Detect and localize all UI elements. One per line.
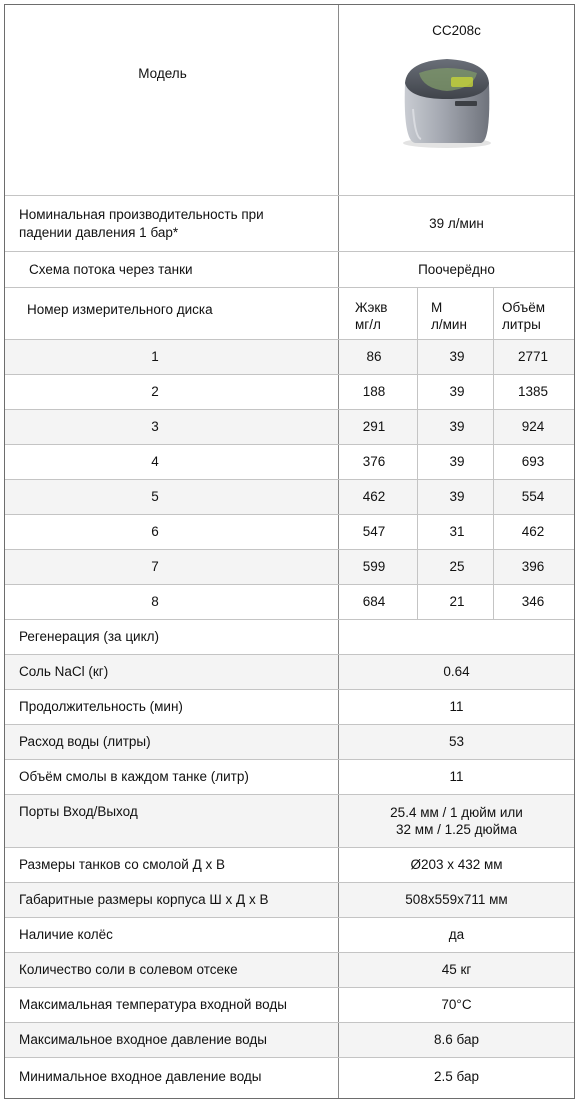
disc-flow: 31 bbox=[449, 524, 465, 539]
resin-row bbox=[5, 760, 574, 795]
disc-number: 2 bbox=[151, 384, 159, 399]
ports-value-2: 32 мм / 1.25 дюйма bbox=[396, 822, 517, 837]
regeneration-label: Регенерация (за цикл) bbox=[19, 629, 160, 644]
nominal-row bbox=[5, 196, 574, 252]
water-row bbox=[5, 725, 574, 760]
disc-volume: 1385 bbox=[517, 384, 549, 399]
wheels-row bbox=[5, 918, 574, 953]
disc-hardness: 547 bbox=[362, 524, 386, 539]
regeneration-row bbox=[5, 620, 574, 655]
salt-value: 0.64 bbox=[443, 664, 470, 679]
nominal-label-1: Номинальная производительность при bbox=[19, 207, 264, 222]
duration-value: 11 bbox=[449, 699, 464, 714]
table-row bbox=[5, 550, 574, 585]
ports-value-1: 25.4 мм / 1 дюйм или bbox=[390, 805, 523, 820]
disc-volume: 554 bbox=[521, 489, 545, 504]
disc-flow: 39 bbox=[449, 384, 465, 399]
table-row bbox=[5, 515, 574, 550]
dimensions-row bbox=[5, 883, 574, 918]
flow-row bbox=[5, 252, 574, 288]
disc-number: 4 bbox=[151, 454, 159, 469]
table-row bbox=[5, 480, 574, 515]
salt-capacity-value: 45 кг bbox=[441, 962, 472, 977]
resin-value: 11 bbox=[449, 769, 464, 784]
disc-flow: 21 bbox=[449, 594, 465, 609]
dimensions-label: Габаритные размеры корпуса Ш х Д х В bbox=[19, 892, 269, 907]
tank-size-label: Размеры танков со смолой Д х В bbox=[19, 857, 225, 872]
max-temp-row bbox=[5, 988, 574, 1023]
col-volume-header-2: литры bbox=[502, 317, 541, 332]
disc-flow: 39 bbox=[449, 349, 465, 364]
model-name: CC208c bbox=[432, 23, 481, 38]
min-pressure-label: Минимальное входное давление воды bbox=[19, 1069, 262, 1084]
table-row bbox=[5, 375, 574, 410]
table-row bbox=[5, 340, 574, 375]
col-volume-header-1: Объём bbox=[502, 300, 546, 315]
model-row bbox=[5, 5, 574, 196]
table-row bbox=[5, 585, 574, 620]
disc-number: 8 bbox=[151, 594, 159, 609]
dimensions-value: 508x559x711 мм bbox=[405, 892, 508, 907]
disc-number: 1 bbox=[151, 349, 159, 364]
table-row bbox=[5, 410, 574, 445]
disc-volume: 693 bbox=[521, 454, 545, 469]
ports-label: Порты Вход/Выход bbox=[19, 804, 138, 819]
duration-row bbox=[5, 690, 574, 725]
disc-volume: 2771 bbox=[517, 349, 549, 364]
duration-label: Продолжительность (мин) bbox=[19, 699, 183, 714]
disc-volume: 346 bbox=[521, 594, 545, 609]
model-label: Модель bbox=[138, 66, 187, 81]
col-flow-header-2: л/мин bbox=[431, 317, 467, 332]
salt-capacity-row bbox=[5, 953, 574, 988]
max-pressure-value: 8.6 бар bbox=[434, 1032, 479, 1047]
spec-table bbox=[4, 4, 575, 1099]
salt-row bbox=[5, 655, 574, 690]
softener-product-image bbox=[395, 53, 499, 149]
water-value: 53 bbox=[448, 734, 465, 749]
salt-label: Соль NaCl (кг) bbox=[19, 664, 109, 679]
disc-header-row bbox=[5, 288, 574, 340]
max-temp-label: Максимальная температура входной воды bbox=[19, 997, 287, 1012]
water-label: Расход воды (литры) bbox=[19, 734, 151, 749]
disc-hardness: 462 bbox=[362, 489, 386, 504]
table-row bbox=[5, 445, 574, 480]
disc-hardness: 684 bbox=[362, 594, 386, 609]
disc-volume: 924 bbox=[521, 419, 545, 434]
disc-number: 3 bbox=[151, 419, 159, 434]
min-pressure-value: 2.5 бар bbox=[434, 1069, 479, 1084]
disc-hardness: 188 bbox=[362, 384, 386, 399]
flow-value: Поочерёдно bbox=[418, 262, 495, 277]
disc-number: 7 bbox=[151, 559, 159, 574]
disc-number: 6 bbox=[151, 524, 159, 539]
col-hardness-header-2: мг/л bbox=[355, 317, 381, 332]
disc-number: 5 bbox=[151, 489, 159, 504]
tank-size-row bbox=[5, 848, 574, 883]
disc-hardness: 376 bbox=[362, 454, 386, 469]
flow-label: Схема потока через танки bbox=[29, 262, 193, 277]
nominal-label-2: падении давления 1 бар* bbox=[19, 225, 179, 240]
disc-volume: 462 bbox=[521, 524, 545, 539]
disc-flow: 39 bbox=[449, 419, 465, 434]
disc-flow: 25 bbox=[449, 559, 465, 574]
resin-label: Объём смолы в каждом танке (литр) bbox=[19, 769, 249, 784]
wheels-value: да bbox=[448, 927, 465, 942]
col-flow-header-1: М bbox=[431, 300, 443, 315]
min-pressure-row bbox=[5, 1058, 574, 1098]
disc-hardness: 86 bbox=[366, 349, 382, 364]
tank-size-value: Ø203 х 432 мм bbox=[410, 857, 503, 872]
max-pressure-row bbox=[5, 1023, 574, 1058]
salt-capacity-label: Количество соли в солевом отсеке bbox=[19, 962, 238, 977]
nominal-value: 39 л/мин bbox=[429, 216, 484, 231]
disc-flow: 39 bbox=[449, 489, 465, 504]
disc-flow: 39 bbox=[449, 454, 465, 469]
max-pressure-label: Максимальное входное давление воды bbox=[19, 1032, 267, 1047]
disc-hardness: 599 bbox=[362, 559, 386, 574]
max-temp-value: 70°C bbox=[441, 997, 472, 1012]
wheels-label: Наличие колёс bbox=[19, 927, 113, 942]
disc-header-label: Номер измерительного диска bbox=[27, 302, 213, 317]
col-hardness-header-1: Жэкв bbox=[355, 300, 388, 315]
disc-hardness: 291 bbox=[362, 419, 386, 434]
ports-row bbox=[5, 795, 574, 848]
disc-volume: 396 bbox=[521, 559, 545, 574]
